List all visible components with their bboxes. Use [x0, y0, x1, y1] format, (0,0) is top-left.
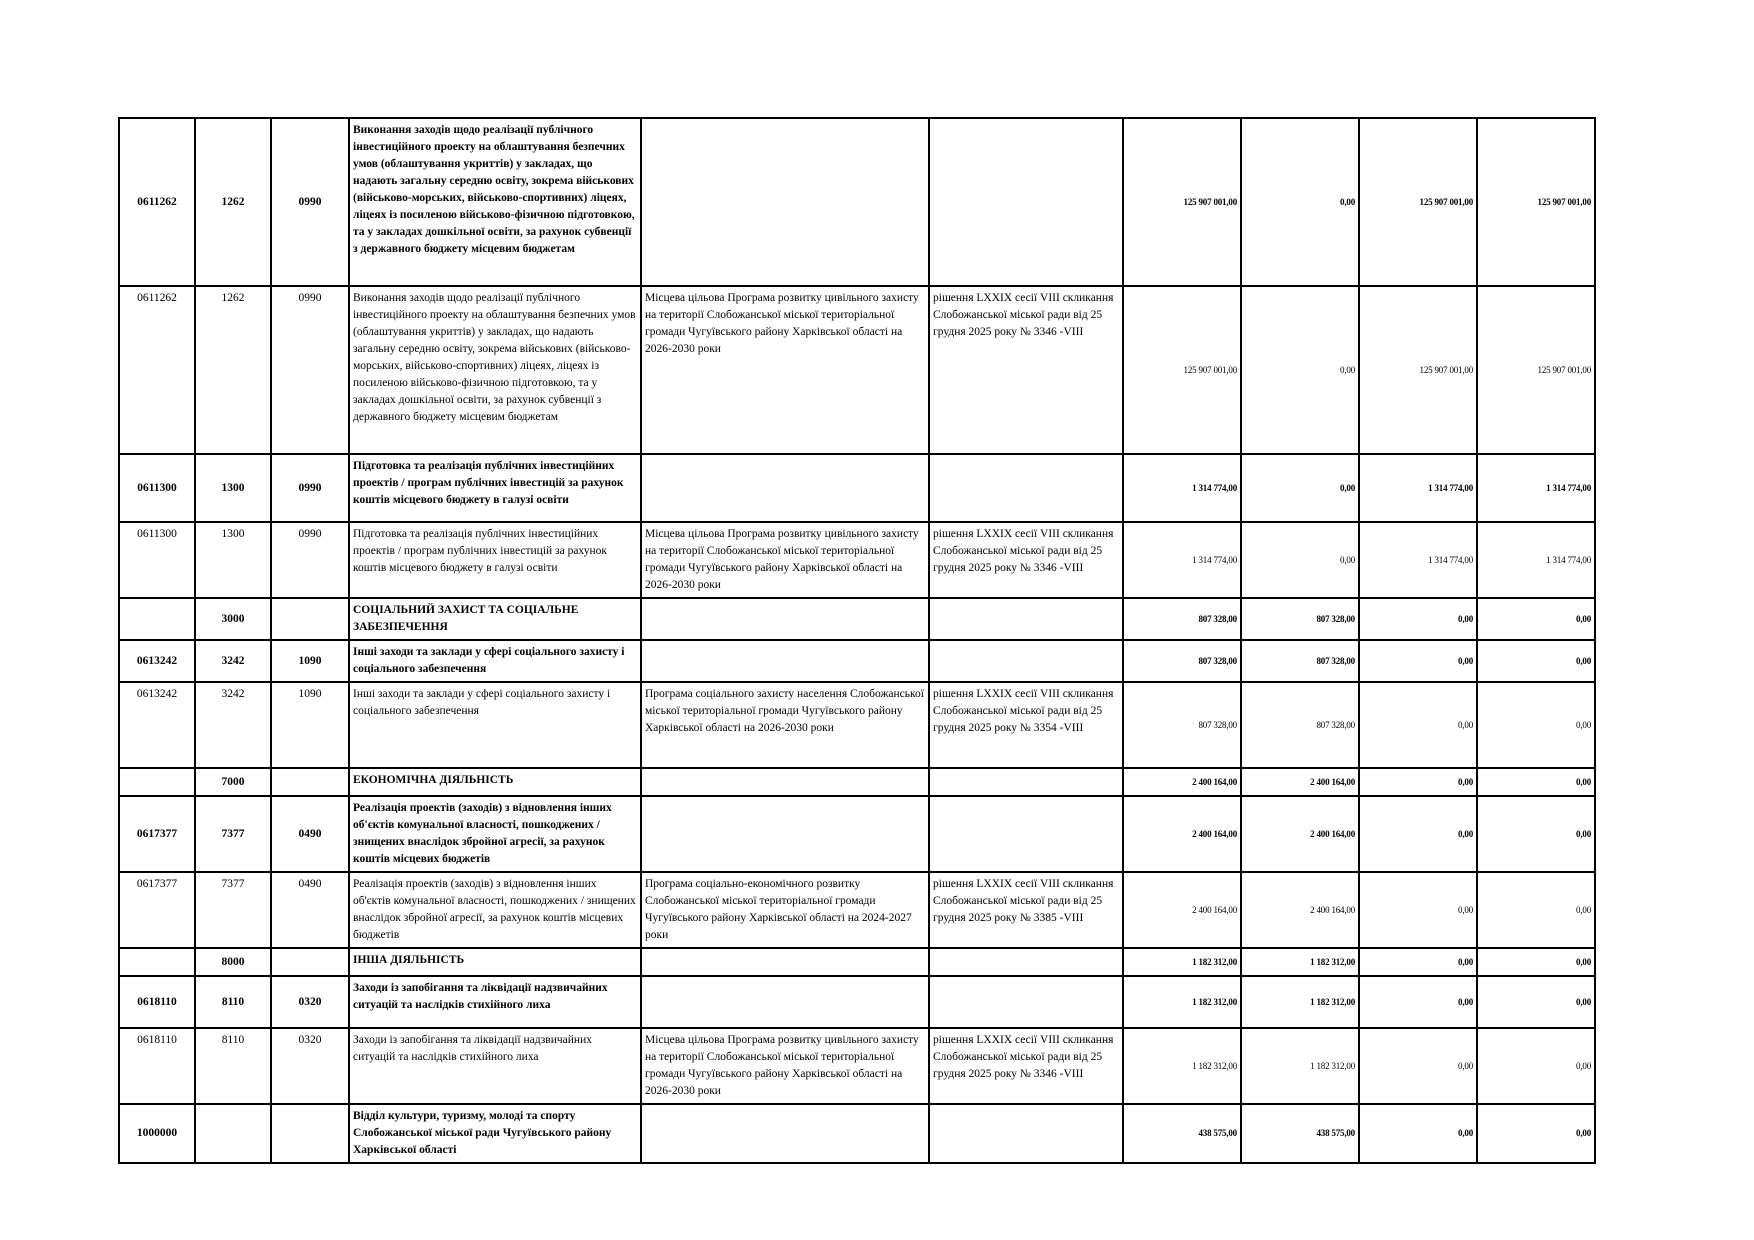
general-fund-cell: 2 400 164,00: [1241, 768, 1359, 796]
program-code-cell: 1000000: [119, 1104, 195, 1163]
table-row: [119, 768, 1595, 796]
program-code-cell: 0611300: [119, 522, 195, 598]
program-name-cell: Програма соціального захисту населення Слобожанської міської територіальної громади Чугуївського району Харківської області на 2026-2030 роки: [641, 682, 929, 768]
decision-cell: рішення LXXIX сесії VIII скликання Слобожанської міської ради від 25 грудня 2025 року № 3346 -VIII: [929, 1028, 1123, 1104]
description-cell: СОЦІАЛЬНИЙ ЗАХИСТ ТА СОЦІАЛЬНЕ ЗАБЕЗПЕЧЕННЯ: [349, 598, 641, 640]
fkvk-code-cell: 1090: [271, 682, 349, 768]
description-cell: Реалізація проектів (заходів) з відновлення інших об'єктів комунальної власності, пошкоджених / знищених внаслідок збройної агресії, за рахунок коштів місцевих бюджетів: [349, 796, 641, 872]
table-row: [119, 796, 1595, 872]
total-amount-cell: 1 314 774,00: [1123, 454, 1241, 522]
decision-cell: [929, 796, 1123, 872]
program-name-cell: [641, 768, 929, 796]
decision-cell: [929, 640, 1123, 682]
development-budget-cell: 1 314 774,00: [1477, 454, 1595, 522]
tpkvk-code-cell: 1262: [195, 118, 271, 286]
description-cell: Інші заходи та заклади у сфері соціального захисту і соціального забезпечення: [349, 682, 641, 768]
special-fund-cell: 0,00: [1359, 768, 1477, 796]
tpkvk-code-cell: 3000: [195, 598, 271, 640]
program-code-cell: 0618110: [119, 976, 195, 1028]
development-budget-cell: 0,00: [1477, 872, 1595, 948]
development-budget-cell: 0,00: [1477, 1028, 1595, 1104]
table-row: [119, 872, 1595, 948]
total-amount-cell: 807 328,00: [1123, 598, 1241, 640]
description-cell: Підготовка та реалізація публічних інвестиційних проектів / програм публічних інвестицій за рахунок коштів місцевого бюджету в галузі освіти: [349, 522, 641, 598]
table-row: [119, 118, 1595, 286]
development-budget-cell: 0,00: [1477, 1104, 1595, 1163]
description-cell: Інші заходи та заклади у сфері соціального захисту і соціального забезпечення: [349, 640, 641, 682]
development-budget-cell: 0,00: [1477, 976, 1595, 1028]
decision-cell: рішення LXXIX сесії VIII скликання Слобожанської міської ради від 25 грудня 2025 року № 3346 -VIII: [929, 522, 1123, 598]
special-fund-cell: 0,00: [1359, 872, 1477, 948]
general-fund-cell: 2 400 164,00: [1241, 796, 1359, 872]
development-budget-cell: 0,00: [1477, 682, 1595, 768]
fkvk-code-cell: 0490: [271, 796, 349, 872]
special-fund-cell: 0,00: [1359, 682, 1477, 768]
decision-cell: [929, 768, 1123, 796]
program-name-cell: Місцева цільова Програма розвитку цивільного захисту на території Слобожанської міської територіальної громади Чугуївського району Харківської області на 2026-2030 роки: [641, 522, 929, 598]
fkvk-code-cell: 0490: [271, 872, 349, 948]
tpkvk-code-cell: 1262: [195, 286, 271, 454]
program-code-cell: 0611262: [119, 118, 195, 286]
fkvk-code-cell: 0990: [271, 286, 349, 454]
decision-cell: рішення LXXIX сесії VIII скликання Слобожанської міської ради від 25 грудня 2025 року № 3385 -VIII: [929, 872, 1123, 948]
program-code-cell: [119, 768, 195, 796]
special-fund-cell: 0,00: [1359, 598, 1477, 640]
program-code-cell: 0613242: [119, 682, 195, 768]
fkvk-code-cell: 0320: [271, 976, 349, 1028]
tpkvk-code-cell: 3242: [195, 682, 271, 768]
special-fund-cell: 0,00: [1359, 1028, 1477, 1104]
decision-cell: рішення LXXIX сесії VIII скликання Слобожанської міської ради від 25 грудня 2025 року № 3346 -VIII: [929, 286, 1123, 454]
total-amount-cell: 1 182 312,00: [1123, 948, 1241, 976]
general-fund-cell: 0,00: [1241, 286, 1359, 454]
development-budget-cell: 0,00: [1477, 598, 1595, 640]
description-cell: Відділ культури, туризму, молоді та спорту Слобожанської міської ради Чугуївського району Харківської області: [349, 1104, 641, 1163]
decision-cell: рішення LXXIX сесії VIII скликання Слобожанської міської ради від 25 грудня 2025 року № 3354 -VIII: [929, 682, 1123, 768]
total-amount-cell: 1 182 312,00: [1123, 976, 1241, 1028]
general-fund-cell: 2 400 164,00: [1241, 872, 1359, 948]
decision-cell: [929, 598, 1123, 640]
description-cell: Реалізація проектів (заходів) з відновлення інших об'єктів комунальної власності, пошкоджених / знищених внаслідок збройної агресії, за рахунок коштів місцевих бюджетів: [349, 872, 641, 948]
total-amount-cell: 1 314 774,00: [1123, 522, 1241, 598]
program-name-cell: [641, 976, 929, 1028]
tpkvk-code-cell: [195, 1104, 271, 1163]
table-row: [119, 1028, 1595, 1104]
general-fund-cell: 0,00: [1241, 454, 1359, 522]
program-name-cell: [641, 640, 929, 682]
decision-cell: [929, 118, 1123, 286]
fkvk-code-cell: 0990: [271, 522, 349, 598]
development-budget-cell: 125 907 001,00: [1477, 118, 1595, 286]
total-amount-cell: 807 328,00: [1123, 640, 1241, 682]
program-name-cell: [641, 454, 929, 522]
total-amount-cell: 807 328,00: [1123, 682, 1241, 768]
fkvk-code-cell: [271, 1104, 349, 1163]
description-cell: Заходи із запобігання та ліквідації надзвичайних ситуацій та наслідків стихійного лиха: [349, 976, 641, 1028]
budget-table-body: [119, 118, 1595, 1163]
program-code-cell: 0618110: [119, 1028, 195, 1104]
tpkvk-code-cell: 8110: [195, 976, 271, 1028]
program-code-cell: [119, 598, 195, 640]
program-name-cell: Програма соціально-економічного розвитку Слобожанської міської територіальної громади Чугуївського району Харківської області на 2024-2027 роки: [641, 872, 929, 948]
special-fund-cell: 125 907 001,00: [1359, 118, 1477, 286]
description-cell: ЕКОНОМІЧНА ДІЯЛЬНІСТЬ: [349, 768, 641, 796]
special-fund-cell: 1 314 774,00: [1359, 522, 1477, 598]
tpkvk-code-cell: 3242: [195, 640, 271, 682]
decision-cell: [929, 1104, 1123, 1163]
general-fund-cell: 0,00: [1241, 118, 1359, 286]
program-name-cell: [641, 948, 929, 976]
special-fund-cell: 0,00: [1359, 976, 1477, 1028]
special-fund-cell: 0,00: [1359, 796, 1477, 872]
program-code-cell: 0611262: [119, 286, 195, 454]
general-fund-cell: 1 182 312,00: [1241, 976, 1359, 1028]
program-name-cell: [641, 1104, 929, 1163]
tpkvk-code-cell: 7377: [195, 872, 271, 948]
total-amount-cell: 2 400 164,00: [1123, 768, 1241, 796]
special-fund-cell: 0,00: [1359, 948, 1477, 976]
table-row: [119, 976, 1595, 1028]
program-code-cell: 0617377: [119, 872, 195, 948]
table-row: [119, 522, 1595, 598]
decision-cell: [929, 948, 1123, 976]
fkvk-code-cell: 0320: [271, 1028, 349, 1104]
general-fund-cell: 438 575,00: [1241, 1104, 1359, 1163]
description-cell: Виконання заходів щодо реалізації публічного інвестиційного проекту на облаштування безпечних умов (облаштування укриттів) у закладах, що надають загальну середню освіту, зокрема військових (військово-морських, військово-спортивних) ліцеях, ліцеях із посиленою військово-фізичною підготовкою, та у закладах дошкільної освіти, за рахунок субвенції з державного бюджету місцевим бюджетам: [349, 286, 641, 454]
total-amount-cell: 2 400 164,00: [1123, 796, 1241, 872]
tpkvk-code-cell: 1300: [195, 522, 271, 598]
special-fund-cell: 125 907 001,00: [1359, 286, 1477, 454]
fkvk-code-cell: [271, 948, 349, 976]
development-budget-cell: 125 907 001,00: [1477, 286, 1595, 454]
fkvk-code-cell: [271, 598, 349, 640]
total-amount-cell: 125 907 001,00: [1123, 286, 1241, 454]
general-fund-cell: 807 328,00: [1241, 640, 1359, 682]
decision-cell: [929, 454, 1123, 522]
general-fund-cell: 1 182 312,00: [1241, 948, 1359, 976]
program-name-cell: [641, 598, 929, 640]
total-amount-cell: 438 575,00: [1123, 1104, 1241, 1163]
general-fund-cell: 1 182 312,00: [1241, 1028, 1359, 1104]
table-row: [119, 286, 1595, 454]
table-row: [119, 598, 1595, 640]
development-budget-cell: 0,00: [1477, 768, 1595, 796]
table-row: [119, 682, 1595, 768]
program-name-cell: Місцева цільова Програма розвитку цивільного захисту на території Слобожанської міської територіальної громади Чугуївського району Харківської області на 2026-2030 роки: [641, 286, 929, 454]
description-cell: Підготовка та реалізація публічних інвестиційних проектів / програм публічних інвестицій за рахунок коштів місцевого бюджету в галузі освіти: [349, 454, 641, 522]
budget-table: [118, 117, 1596, 1164]
fkvk-code-cell: 1090: [271, 640, 349, 682]
description-cell: Заходи із запобігання та ліквідації надзвичайних ситуацій та наслідків стихійного лиха: [349, 1028, 641, 1104]
tpkvk-code-cell: 8000: [195, 948, 271, 976]
table-row: [119, 948, 1595, 976]
total-amount-cell: 2 400 164,00: [1123, 872, 1241, 948]
program-code-cell: [119, 948, 195, 976]
program-name-cell: [641, 118, 929, 286]
table-row: [119, 640, 1595, 682]
general-fund-cell: 807 328,00: [1241, 598, 1359, 640]
development-budget-cell: 0,00: [1477, 948, 1595, 976]
decision-cell: [929, 976, 1123, 1028]
description-cell: Виконання заходів щодо реалізації публічного інвестиційного проекту на облаштування безпечних умов (облаштування укриттів) у закладах, що надають загальну середню освіту, зокрема військових (військово-морських, військово-спортивних) ліцеях, ліцеях із посиленою військово-фізичною підготовкою, та у закладах дошкільної освіти, за рахунок субвенції з державного бюджету місцевим бюджетам: [349, 118, 641, 286]
table-row: [119, 454, 1595, 522]
development-budget-cell: 1 314 774,00: [1477, 522, 1595, 598]
program-name-cell: Місцева цільова Програма розвитку цивільного захисту на території Слобожанської міської територіальної громади Чугуївського району Харківської області на 2026-2030 роки: [641, 1028, 929, 1104]
special-fund-cell: 0,00: [1359, 1104, 1477, 1163]
tpkvk-code-cell: 7377: [195, 796, 271, 872]
tpkvk-code-cell: 1300: [195, 454, 271, 522]
development-budget-cell: 0,00: [1477, 796, 1595, 872]
description-cell: ІНША ДІЯЛЬНІСТЬ: [349, 948, 641, 976]
program-name-cell: [641, 796, 929, 872]
special-fund-cell: 0,00: [1359, 640, 1477, 682]
general-fund-cell: 0,00: [1241, 522, 1359, 598]
table-row: [119, 1104, 1595, 1163]
tpkvk-code-cell: 7000: [195, 768, 271, 796]
program-code-cell: 0613242: [119, 640, 195, 682]
fkvk-code-cell: 0990: [271, 118, 349, 286]
fkvk-code-cell: 0990: [271, 454, 349, 522]
program-code-cell: 0617377: [119, 796, 195, 872]
development-budget-cell: 0,00: [1477, 640, 1595, 682]
general-fund-cell: 807 328,00: [1241, 682, 1359, 768]
total-amount-cell: 1 182 312,00: [1123, 1028, 1241, 1104]
tpkvk-code-cell: 8110: [195, 1028, 271, 1104]
fkvk-code-cell: [271, 768, 349, 796]
total-amount-cell: 125 907 001,00: [1123, 118, 1241, 286]
program-code-cell: 0611300: [119, 454, 195, 522]
special-fund-cell: 1 314 774,00: [1359, 454, 1477, 522]
